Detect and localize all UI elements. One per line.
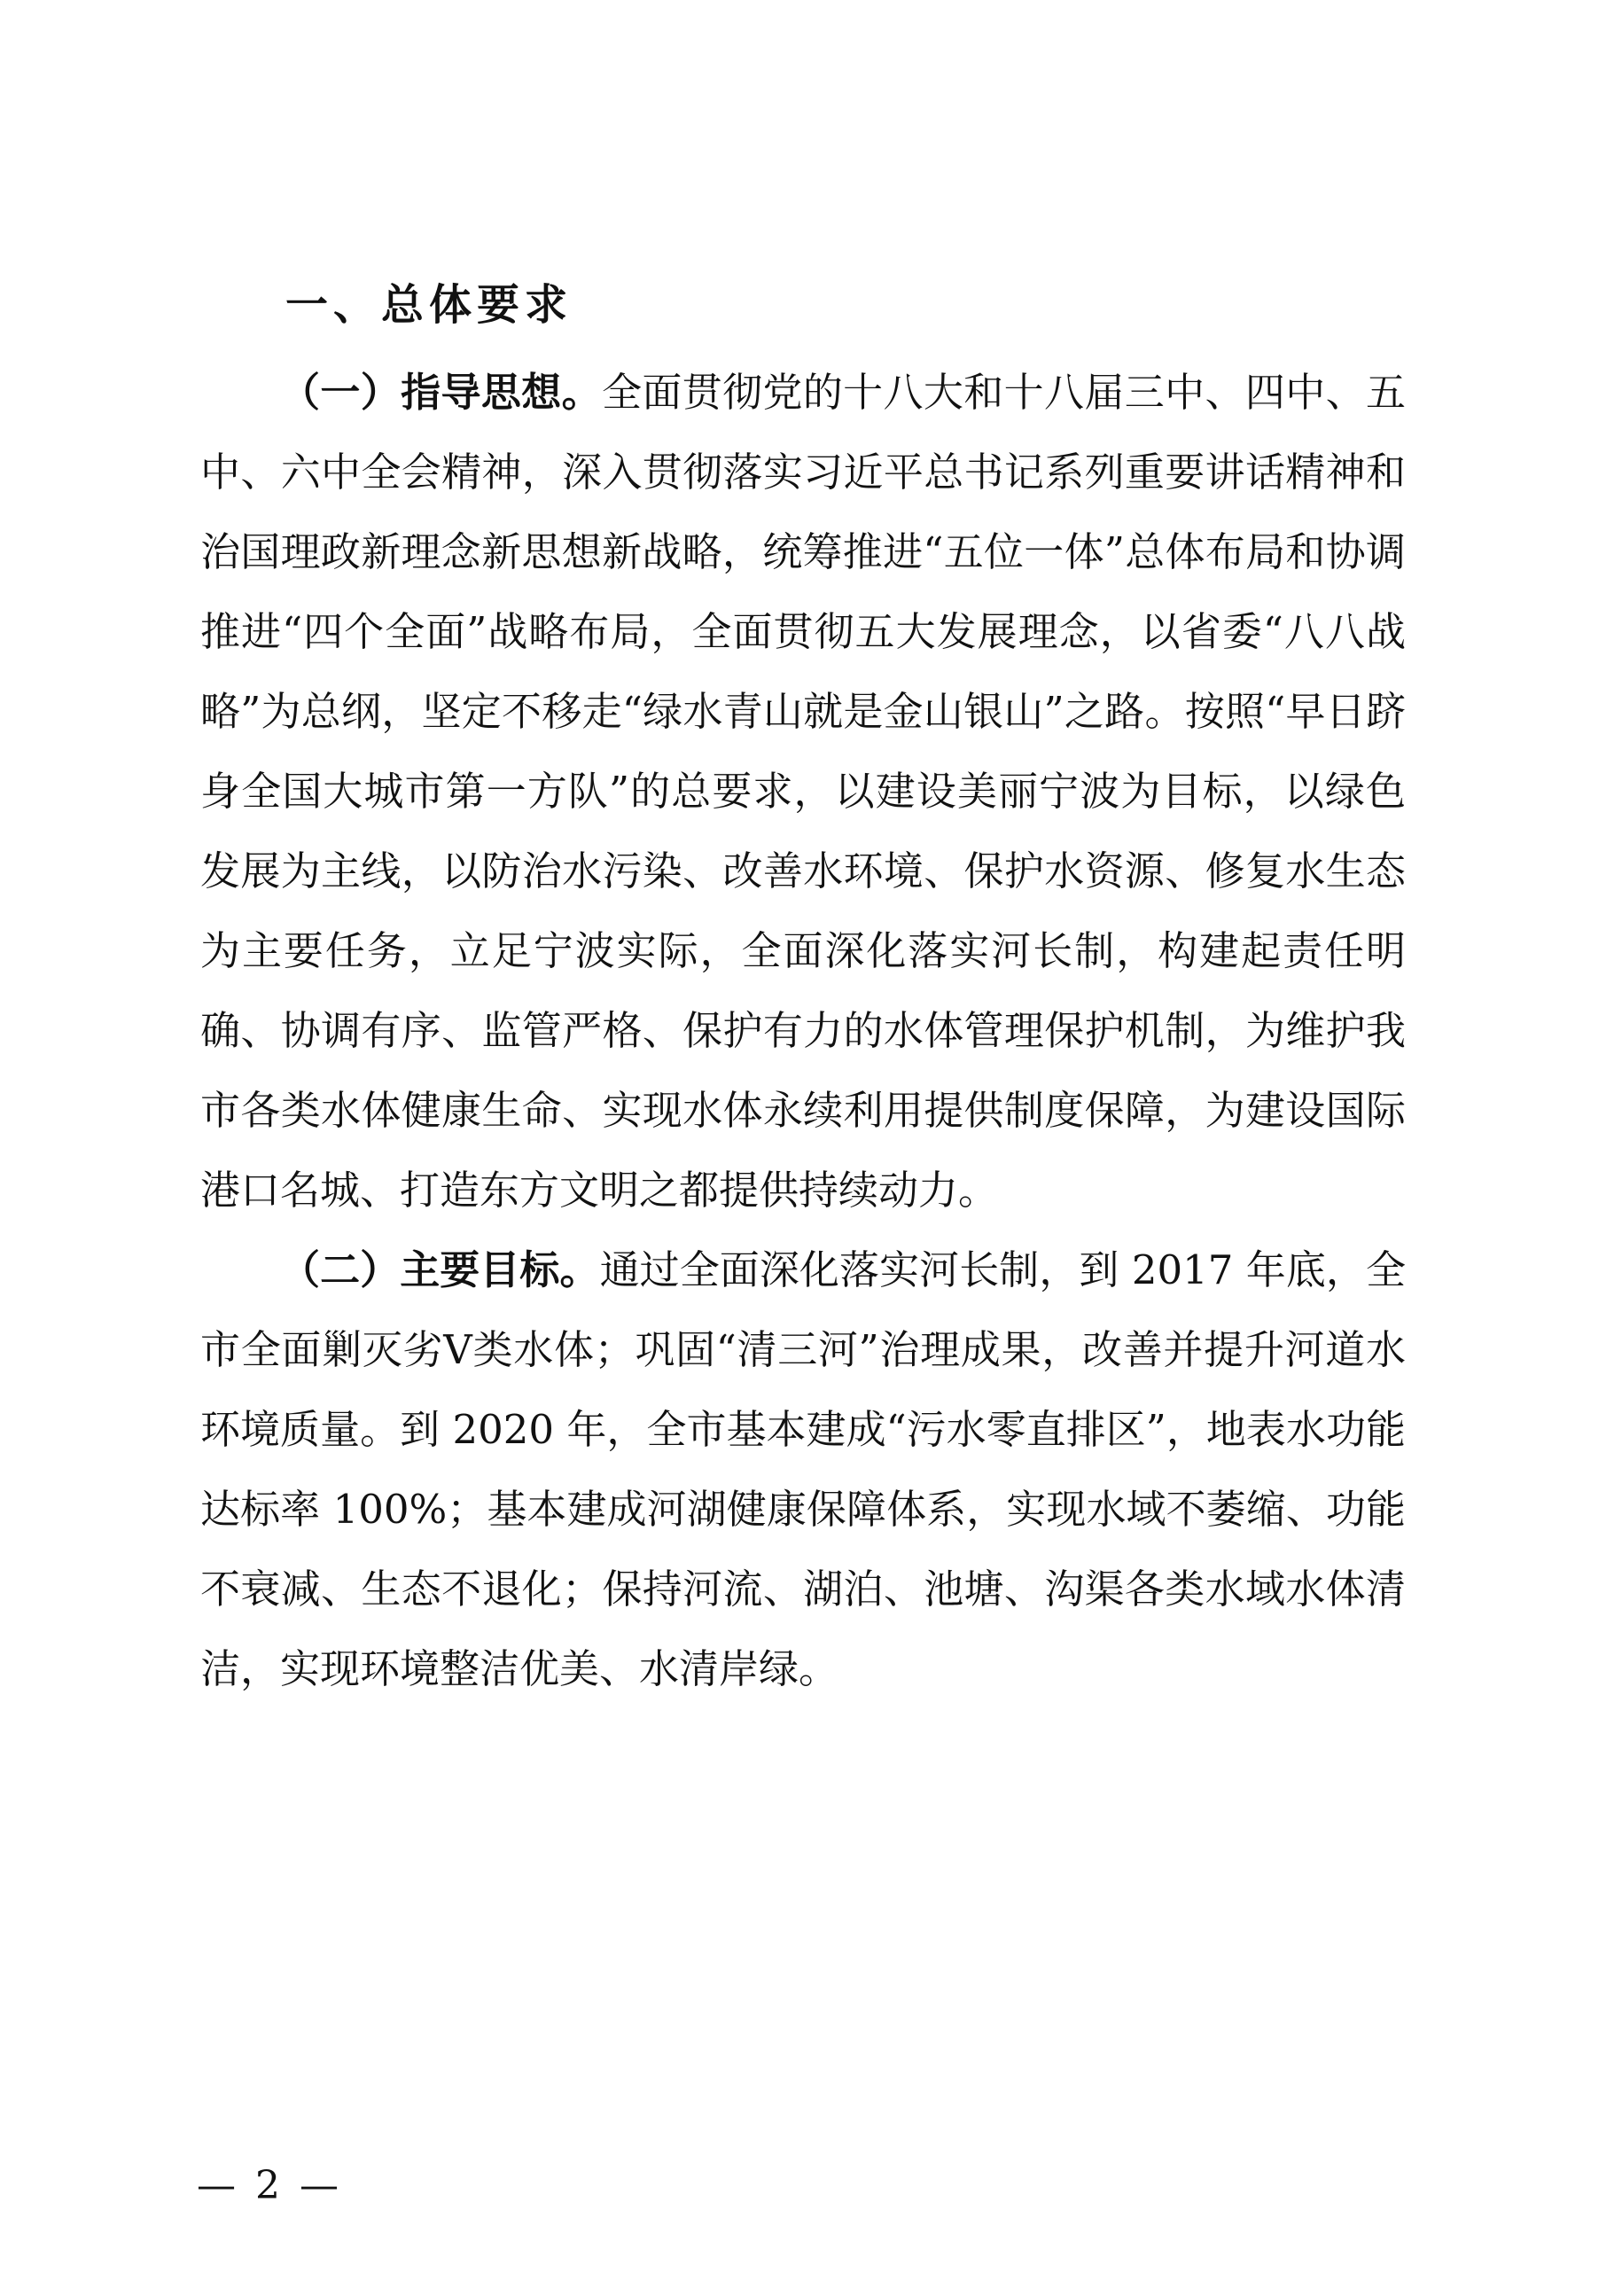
page-number: — 2 — — [197, 2163, 342, 2208]
paragraph-body: 全面贯彻党的十八大和十八届三中、四中、五中、六中全会精神，深入贯彻落实习近平总书记系列重要讲话精神和治国理政新理念新思想新战略，统筹推进“五位一体”总体布局和协调推进“四个全面”战略布局，全面贯彻五大发展理念，以省委“八八战略”为总纲，坚定不移走“绿水青山就是金山银山”之路。按照“早日跻身全国大城市第一方队”的总要求，以建设美丽宁波为目标，以绿色发展为主线，以防治水污染、改善水环境、保护水资源、修复水生态为主要任务，立足宁波实际，全面深化落实河长制，构建起责任明确、协调有序、监管严格、保护有力的水体管理保护机制，为维护我市各类水体健康生命、实现水体永续利用提供制度保障，为建设国际港口名城、打造东方文明之都提供持续动力。 — [200, 369, 1406, 1214]
section-heading: 一、总体要求 — [285, 280, 573, 330]
paragraph-guiding-ideology — [200, 353, 1406, 1230]
paragraph-body: 通过全面深化落实河长制，到 2017 年底，全市全面剿灭劣Ⅴ类水体；巩固“清三河”治理成果，改善并提升河道水环境质量。到 2020 年，全市基本建成“污水零直排区”，地表水功能达标率 100%；基本建成河湖健康保障体系，实现水域不萎缩、功能不衰减、生态不退化；保持河流、湖泊、池塘、沟渠各类水域水体清洁，实现环境整洁优美、水清岸绿。 — [200, 1246, 1406, 1692]
document-body — [200, 266, 1406, 1709]
paragraph-heading: （一）指导思想。 — [280, 369, 602, 416]
paragraph-main-goals — [200, 1230, 1406, 1709]
paragraph-heading: （二）主要目标。 — [280, 1246, 600, 1293]
